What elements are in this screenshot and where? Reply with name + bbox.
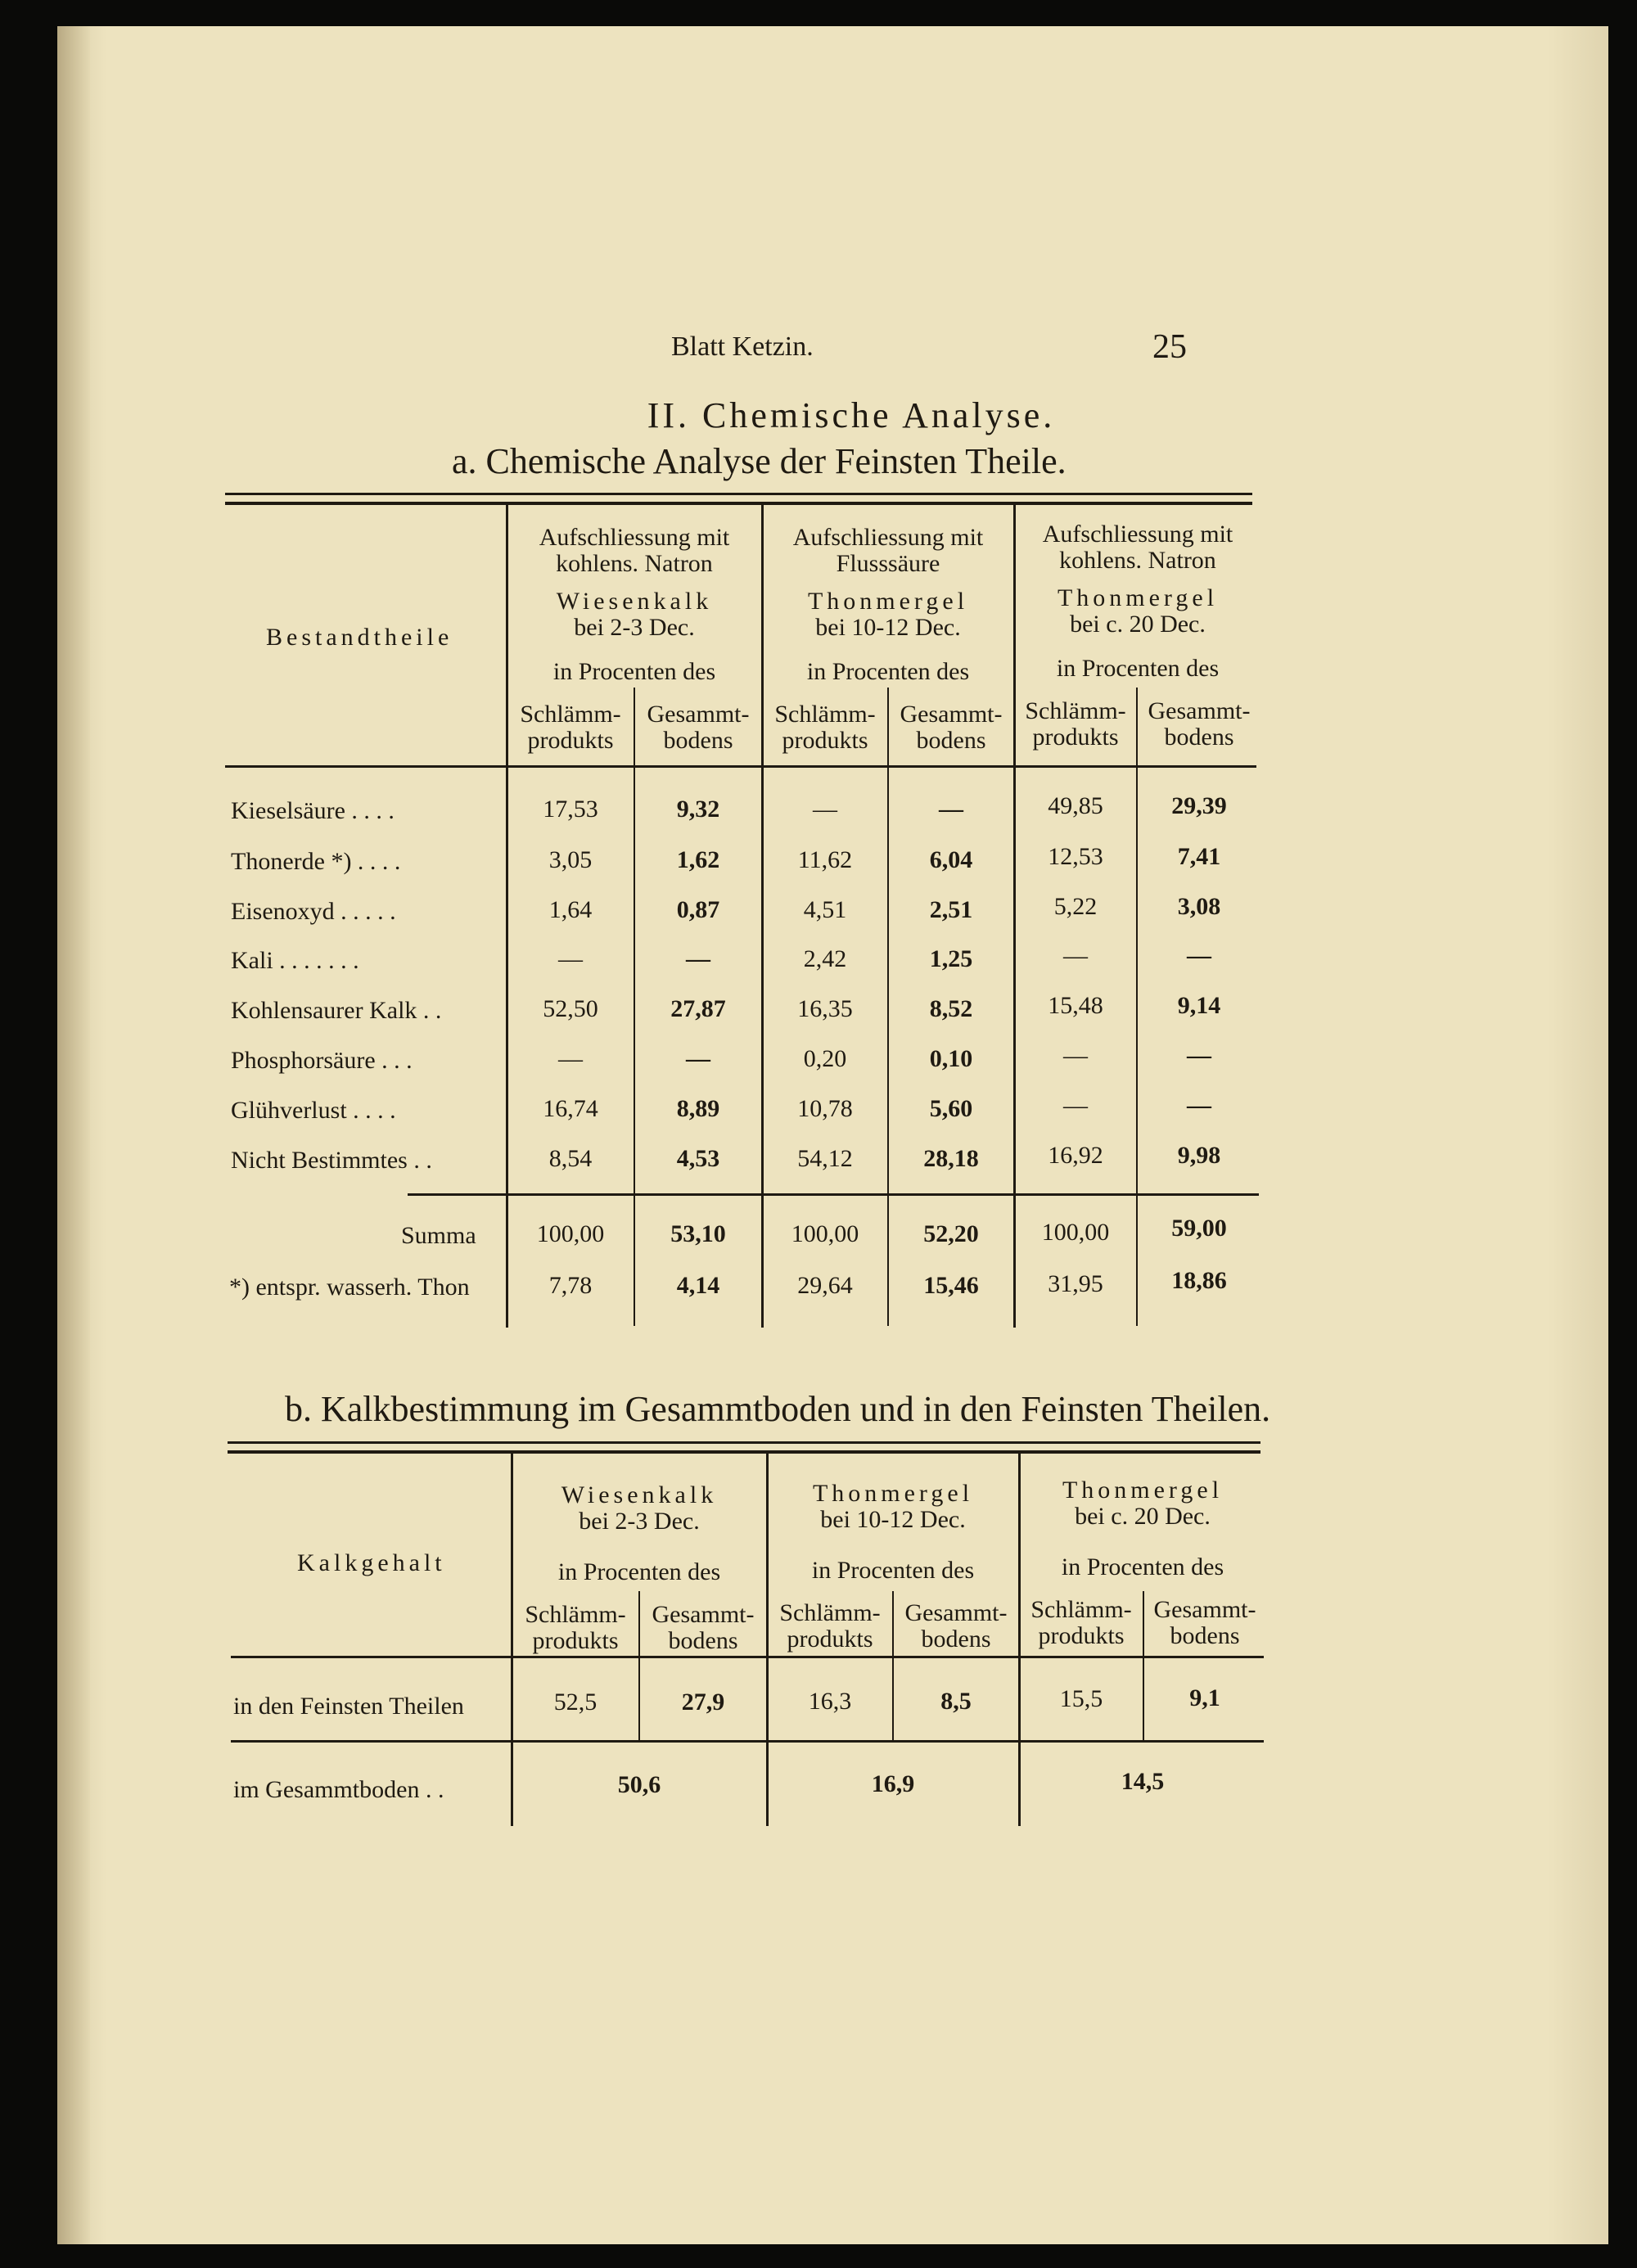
sub-header: Gesammt-	[1153, 1596, 1256, 1623]
cell-value: 12,53	[1048, 843, 1103, 870]
method-label: Flusssäure	[836, 550, 940, 577]
sub-header: bodens	[921, 1625, 991, 1653]
sub-header: bodens	[1170, 1622, 1240, 1649]
cell-value: 49,85	[1048, 792, 1103, 819]
sample-depth: bei c. 20 Dec.	[1075, 1503, 1211, 1530]
sub-header: Schlämm-	[520, 701, 621, 728]
sub-header: Gesammt-	[900, 701, 1003, 728]
cell-value: 16,3	[808, 1688, 852, 1715]
sample-depth: bei 10-12 Dec.	[820, 1506, 966, 1533]
sample-label: Thonmergel	[1062, 1477, 1224, 1504]
column-divider	[506, 505, 508, 1328]
cell-value: —	[1187, 942, 1211, 969]
cell-value: 15,48	[1048, 992, 1103, 1019]
method-label: Aufschliessung mit	[539, 524, 730, 551]
sub-header: produkts	[782, 727, 868, 754]
column-divider	[511, 1454, 513, 1826]
cell-value: —	[939, 796, 963, 823]
cell-value: 52,5	[553, 1689, 598, 1716]
percent-label: in Procenten des	[557, 1558, 721, 1585]
cell-value: —	[686, 945, 710, 972]
cell-value: 14,5	[1121, 1768, 1165, 1795]
rule	[408, 1193, 1259, 1196]
method-label: kohlens. Natron	[556, 550, 713, 577]
cell-value: 54,12	[797, 1145, 853, 1172]
method-label: kohlens. Natron	[1059, 547, 1216, 574]
summa-value: 100,00	[1041, 1219, 1110, 1246]
percent-label: in Procenten des	[1056, 655, 1220, 682]
row-label: Thonerde *) . . . .	[231, 848, 401, 875]
cell-value: 8,5	[940, 1688, 972, 1715]
sample-label: Wiesenkalk	[561, 1481, 718, 1508]
sub-header: produkts	[787, 1625, 873, 1653]
cell-value: 1,25	[929, 945, 973, 972]
column-divider	[892, 1591, 894, 1740]
cell-value: 2,42	[803, 945, 847, 972]
rule	[231, 1740, 1264, 1743]
running-head: Blatt Ketzin.	[671, 331, 814, 362]
cell-value: —	[1063, 1092, 1088, 1119]
sub-header: bodens	[916, 727, 986, 754]
footnote-value: 7,78	[548, 1272, 593, 1299]
summa-value: 59,00	[1171, 1215, 1227, 1242]
row-label: Kieselsäure . . . .	[231, 797, 395, 824]
rule	[228, 1450, 1260, 1454]
cell-value: 5,22	[1053, 893, 1098, 920]
cell-value: —	[686, 1045, 710, 1072]
cell-value: 0,10	[929, 1045, 973, 1072]
percent-label: in Procenten des	[1061, 1553, 1224, 1580]
sub-header: bodens	[1164, 724, 1234, 751]
cell-value: 3,08	[1177, 893, 1221, 920]
cell-value: 4,51	[803, 896, 847, 923]
column-divider	[1136, 688, 1138, 1326]
cell-value: 2,51	[929, 896, 973, 923]
page-gutter	[57, 26, 90, 2244]
cell-value: 15,5	[1059, 1685, 1103, 1712]
cell-value: —	[558, 1045, 583, 1072]
cell-value: 17,53	[543, 796, 598, 823]
subsection-b-title: b. Kalkbestimmung im Gesammtboden und in den Feinsten Theilen.	[285, 1389, 1271, 1429]
column-divider	[638, 1591, 640, 1740]
cell-value: —	[1187, 1042, 1211, 1069]
cell-value: 50,6	[617, 1771, 661, 1798]
cell-value: —	[1187, 1092, 1211, 1119]
column-divider	[1018, 1454, 1021, 1826]
sub-header: Schlämm-	[779, 1599, 881, 1626]
row-label: im Gesammtboden . .	[233, 1776, 444, 1803]
summa-value: 100,00	[791, 1220, 859, 1247]
sub-header: Gesammt-	[1148, 697, 1251, 724]
cell-value: 16,35	[797, 995, 853, 1022]
cell-value: —	[558, 945, 583, 972]
column-divider	[887, 688, 889, 1326]
sub-header: Schlämm-	[525, 1601, 626, 1628]
footnote-value: 18,86	[1171, 1267, 1227, 1294]
cell-value: 0,20	[803, 1045, 847, 1072]
cell-value: 27,9	[681, 1689, 725, 1716]
footnote-label: *) entspr. wasserh. Thon	[229, 1274, 470, 1301]
rule	[225, 765, 1256, 768]
row-label: Phosphorsäure . . .	[231, 1047, 413, 1074]
sample-label: Wiesenkalk	[556, 588, 713, 615]
column-divider	[761, 505, 764, 1328]
sub-header: produkts	[527, 727, 614, 754]
sub-header: Schlämm-	[1025, 697, 1126, 724]
row-header-label: Kalkgehalt	[297, 1549, 446, 1576]
cell-value: 0,87	[676, 896, 720, 923]
cell-value: 8,89	[676, 1095, 720, 1122]
cell-value: 8,54	[548, 1145, 593, 1172]
sub-header: produkts	[532, 1627, 619, 1654]
cell-value: 11,62	[797, 846, 853, 873]
row-label: Kohlensaurer Kalk . .	[231, 997, 442, 1024]
cell-value: 28,18	[923, 1145, 979, 1172]
footnote-value: 4,14	[676, 1272, 720, 1299]
subsection-a-title: a. Chemische Analyse der Feinsten Theile.	[452, 441, 1067, 481]
row-header-label: Bestandtheile	[266, 624, 453, 651]
cell-value: 8,52	[929, 995, 973, 1022]
cell-value: 10,78	[797, 1095, 853, 1122]
cell-value: 16,74	[543, 1095, 598, 1122]
row-label: in den Feinsten Theilen	[233, 1693, 464, 1720]
sub-header: Schlämm-	[774, 701, 876, 728]
cell-value: —	[1063, 942, 1088, 969]
summa-value: 53,10	[670, 1220, 726, 1247]
cell-value: —	[1063, 1042, 1088, 1069]
cell-value: 9,14	[1177, 992, 1221, 1019]
sample-label: Thonmergel	[812, 1480, 974, 1507]
cell-value: 16,9	[871, 1770, 915, 1797]
sample-depth: bei c. 20 Dec.	[1070, 611, 1206, 638]
sample-label: Thonmergel	[807, 588, 969, 615]
page-number: 25	[1152, 328, 1187, 366]
sample-depth: bei 2-3 Dec.	[579, 1508, 700, 1535]
cell-value: 29,39	[1171, 792, 1227, 819]
sample-depth: bei 2-3 Dec.	[574, 614, 695, 641]
cell-value: 5,60	[929, 1095, 973, 1122]
row-label: Kali . . . . . . .	[231, 947, 359, 974]
book-page	[57, 26, 1608, 2244]
section-title: II. Chemische Analyse.	[647, 395, 1056, 435]
row-label: Eisenoxyd . . . . .	[231, 898, 396, 925]
column-divider	[634, 688, 635, 1326]
cell-value: 9,1	[1189, 1684, 1220, 1711]
summa-value: 100,00	[536, 1220, 605, 1247]
row-label: Nicht Bestimmtes . .	[231, 1147, 432, 1174]
sub-header: bodens	[663, 727, 733, 754]
rule	[231, 1656, 1264, 1658]
cell-value: 1,64	[548, 896, 593, 923]
column-divider	[1143, 1591, 1144, 1740]
method-label: Aufschliessung mit	[792, 524, 984, 551]
sub-header: Gesammt-	[652, 1601, 755, 1628]
cell-value: 7,41	[1177, 843, 1221, 870]
sub-header: produkts	[1032, 724, 1119, 751]
row-label: Glühverlust . . . .	[231, 1097, 396, 1124]
summa-label: Summa	[401, 1222, 476, 1249]
cell-value: 3,05	[548, 846, 593, 873]
sub-header: Gesammt-	[647, 701, 750, 728]
summa-value: 52,20	[923, 1220, 979, 1247]
sub-header: produkts	[1038, 1622, 1125, 1649]
sample-depth: bei 10-12 Dec.	[815, 614, 961, 641]
footnote-value: 31,95	[1048, 1270, 1103, 1297]
column-divider	[766, 1454, 769, 1826]
rule	[225, 502, 1252, 505]
cell-value: 6,04	[929, 846, 973, 873]
cell-value: —	[813, 796, 837, 823]
percent-label: in Procenten des	[811, 1557, 975, 1584]
percent-label: in Procenten des	[806, 658, 970, 685]
sub-header: Schlämm-	[1030, 1596, 1132, 1623]
cell-value: 27,87	[670, 995, 726, 1022]
cell-value: 1,62	[676, 846, 720, 873]
sub-header: bodens	[668, 1627, 738, 1654]
footnote-value: 29,64	[797, 1272, 853, 1299]
sub-header: Gesammt-	[904, 1599, 1008, 1626]
cell-value: 16,92	[1048, 1142, 1103, 1169]
cell-value: 4,53	[676, 1145, 720, 1172]
method-label: Aufschliessung mit	[1042, 521, 1233, 548]
rule	[228, 1441, 1260, 1444]
column-divider	[1013, 505, 1016, 1328]
footnote-value: 15,46	[923, 1272, 979, 1299]
cell-value: 9,98	[1177, 1142, 1221, 1169]
cell-value: 52,50	[543, 995, 598, 1022]
sample-label: Thonmergel	[1057, 584, 1219, 611]
rule	[225, 493, 1252, 495]
cell-value: 9,32	[676, 796, 720, 823]
percent-label: in Procenten des	[552, 658, 716, 685]
